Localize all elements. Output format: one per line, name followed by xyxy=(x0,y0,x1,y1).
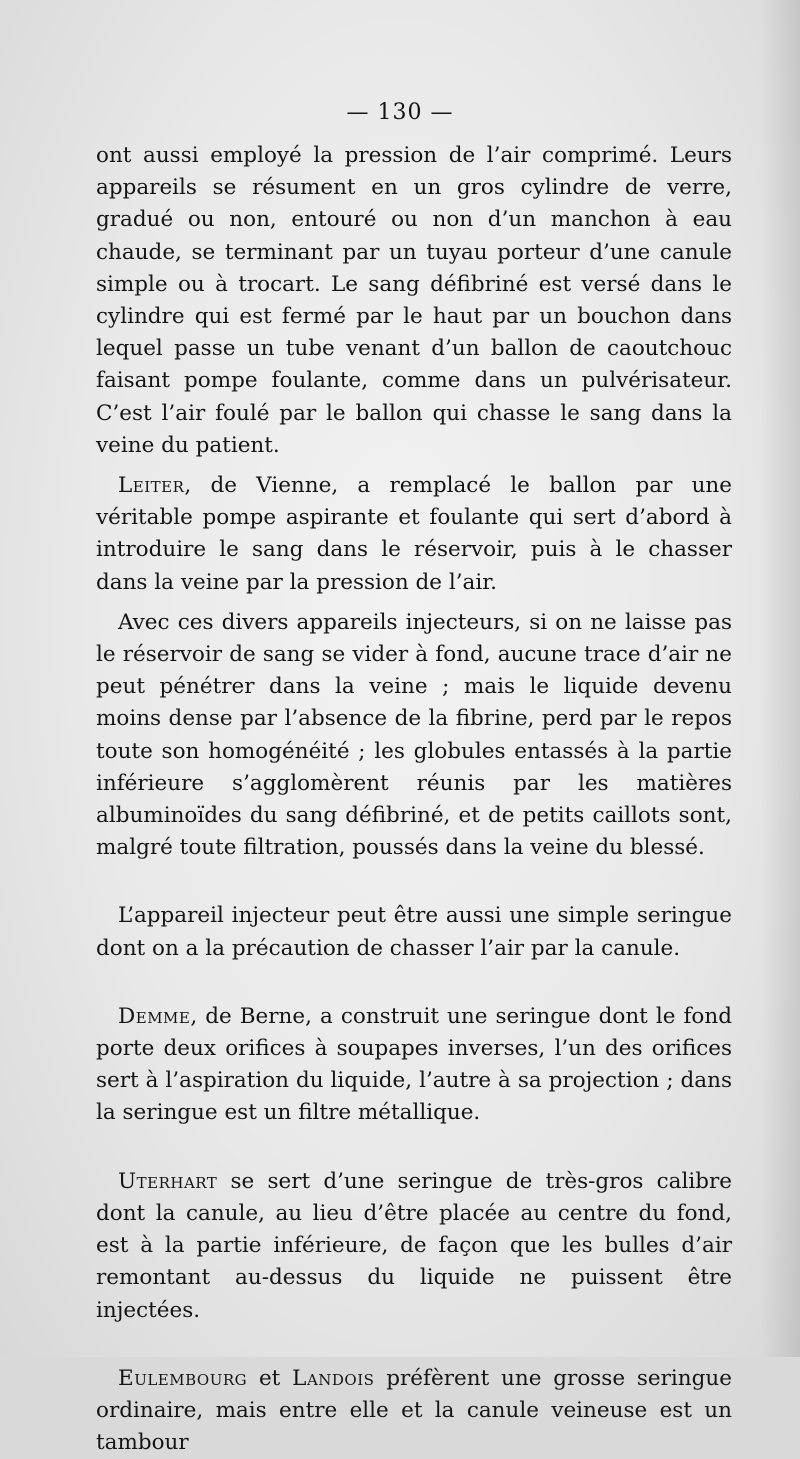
author-name: Uterhart xyxy=(118,1168,218,1194)
paragraph xyxy=(96,607,732,865)
page-number: — 130 — xyxy=(346,100,454,125)
paragraph-text: préfèrent une grosse seringue ordinaire, mais entre elle et la canule veineuse est un tambour xyxy=(96,1365,732,1456)
paragraph-text: Avec ces divers appareils injecteurs, si on ne laisse pas le réservoir de sang se vider à fond, aucune trace d’air ne peut pénétrer dans la veine ; mais le liquide devenu moins dense par l’absence de la fibrine, perd par le repos toute son homogénéité ; les globules entassés à la partie inférieure s’agglomèrent réunis par les matières albuminoïdes du sang défibriné, et de petits caillots sont, malgré toute filtration, poussés dans la veine du blessé. xyxy=(96,609,732,861)
author-name: Leiter xyxy=(118,473,185,499)
paragraph xyxy=(96,900,732,964)
body-text xyxy=(96,140,732,1459)
paragraph-text: , de Berne, a construit une seringue dont le fond porte deux orifices à soupapes inverses, l’un des orifices sert à l’aspiration du liquide, l’autre à sa projection ; dans la seringue est un filtre métallique. xyxy=(96,1003,732,1126)
paragraph-text: se sert d’une seringue de très-gros calibre dont la canule, au lieu d’être placée au centre du fond, est à la partie inférieure, de façon que les bulles d’air remontant au-dessus du liquide ne puissent être injectées. xyxy=(96,1168,732,1323)
paragraph xyxy=(96,140,732,462)
paragraph-text: ont aussi employé la pression de l’air comprimé. Leurs appareils se résument en un gros cylindre de verre, gradué ou non, entouré ou non d’un manchon à eau chaude, se terminant par un tuyau porteur d’une canule simple ou à trocart. Le sang défibriné est versé dans le cylindre qui est fermé par le haut par un bouchon dans lequel passe un tube venant d’un ballon de caoutchouc faisant pompe foulante, comme dans un pulvérisateur. C’est l’air foulé par le ballon qui chasse le sang dans la veine du patient. xyxy=(96,143,732,458)
author-name: Demme xyxy=(118,1003,191,1029)
paragraph-text: L’appareil injecteur peut être aussi une simple seringue dont on a la précaution de chasser l’air par la canule. xyxy=(96,903,732,961)
conjunction-text: et xyxy=(247,1365,293,1391)
paragraph xyxy=(96,1363,732,1459)
author-name: Eulembourg xyxy=(118,1365,248,1391)
paragraph-text: , de Vienne, a remplacé le ballon par une véritable pompe aspirante et foulante qui sert d’abord à introduire le sang dans le réservoir, puis à le chasser dans la veine par la pression de l’air. xyxy=(96,473,732,595)
paragraph xyxy=(96,470,732,599)
paragraph xyxy=(96,1166,732,1327)
author-name: Landois xyxy=(292,1365,375,1391)
paragraph xyxy=(96,1001,732,1130)
